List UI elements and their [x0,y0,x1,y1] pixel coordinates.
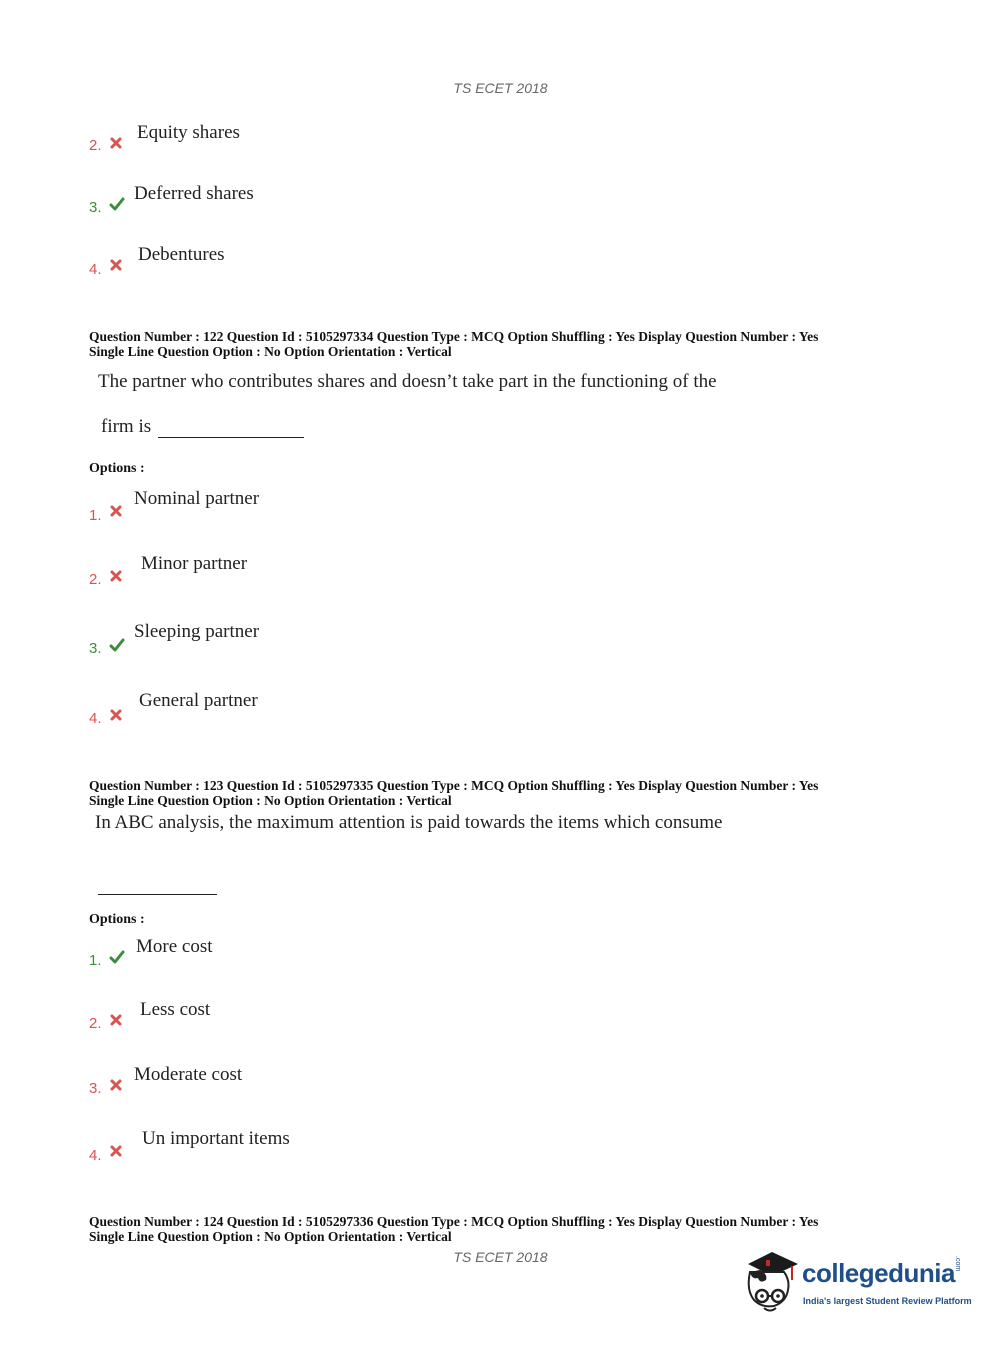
check-icon [109,638,125,652]
option-number: 4. [89,261,102,278]
options-label: Options : [89,461,145,476]
option-text: Sleeping partner [134,621,260,642]
option-text: Un important items [142,1128,290,1149]
question-meta: Single Line Question Option : No Option Orientation : Vertical [89,1229,452,1244]
page-footer: TS ECET 2018 [453,1249,548,1265]
option-number: 1. [89,507,102,524]
question-meta: Question Number : 122 Question Id : 5105297334 Question Type : MCQ Option Shuffling : Yes Display Question Number : Yes [89,329,819,344]
option-number: 3. [89,640,102,657]
question-text: In ABC analysis, the maximum attention is paid towards the items which consume [95,812,723,833]
option-text: Debentures [138,244,225,265]
option-number: 4. [89,710,102,727]
option-text: Moderate cost [134,1064,243,1085]
option-text: Minor partner [141,553,248,574]
page-header: TS ECET 2018 [453,80,548,96]
question-meta: Question Number : 124 Question Id : 5105297336 Question Type : MCQ Option Shuffling : Yes Display Question Number : Yes [89,1214,819,1229]
cross-icon [109,1013,123,1027]
option-number: 2. [89,571,102,588]
option-number: 2. [89,1015,102,1032]
option-number: 3. [89,199,102,216]
logo-suffix: .com [954,1256,961,1272]
question-meta: Question Number : 123 Question Id : 5105297335 Question Type : MCQ Option Shuffling : Yes Display Question Number : Yes [89,778,819,793]
question-meta: Single Line Question Option : No Option Orientation : Vertical [89,793,452,808]
cross-icon [109,708,123,722]
answer-blank [98,894,217,895]
check-icon [109,950,125,964]
logo-tagline: India's largest Student Review Platform [803,1296,972,1306]
cross-icon [109,1078,123,1092]
options-label: Options : [89,912,145,927]
check-icon [109,197,125,211]
option-number: 3. [89,1080,102,1097]
option-text: Equity shares [137,122,240,143]
cross-icon [109,1144,123,1158]
option-text: Deferred shares [134,183,254,204]
option-text: General partner [139,690,258,711]
question-text: firm is [101,416,152,437]
logo-name: collegedunia [802,1258,955,1288]
mascot-icon [742,1250,800,1316]
collegedunia-logo [742,1250,972,1320]
cross-icon [109,258,123,272]
option-number: 1. [89,952,102,969]
cross-icon [109,136,123,150]
option-text: Nominal partner [134,488,260,509]
question-text: The partner who contributes shares and doesn’t take part in the functioning of the [98,371,717,392]
cross-icon [109,569,123,583]
option-text: More cost [136,936,213,957]
answer-blank [158,437,304,438]
option-number: 2. [89,137,102,154]
option-text: Less cost [140,999,211,1020]
option-number: 4. [89,1147,102,1164]
cross-icon [109,504,123,518]
question-meta: Single Line Question Option : No Option Orientation : Vertical [89,344,452,359]
